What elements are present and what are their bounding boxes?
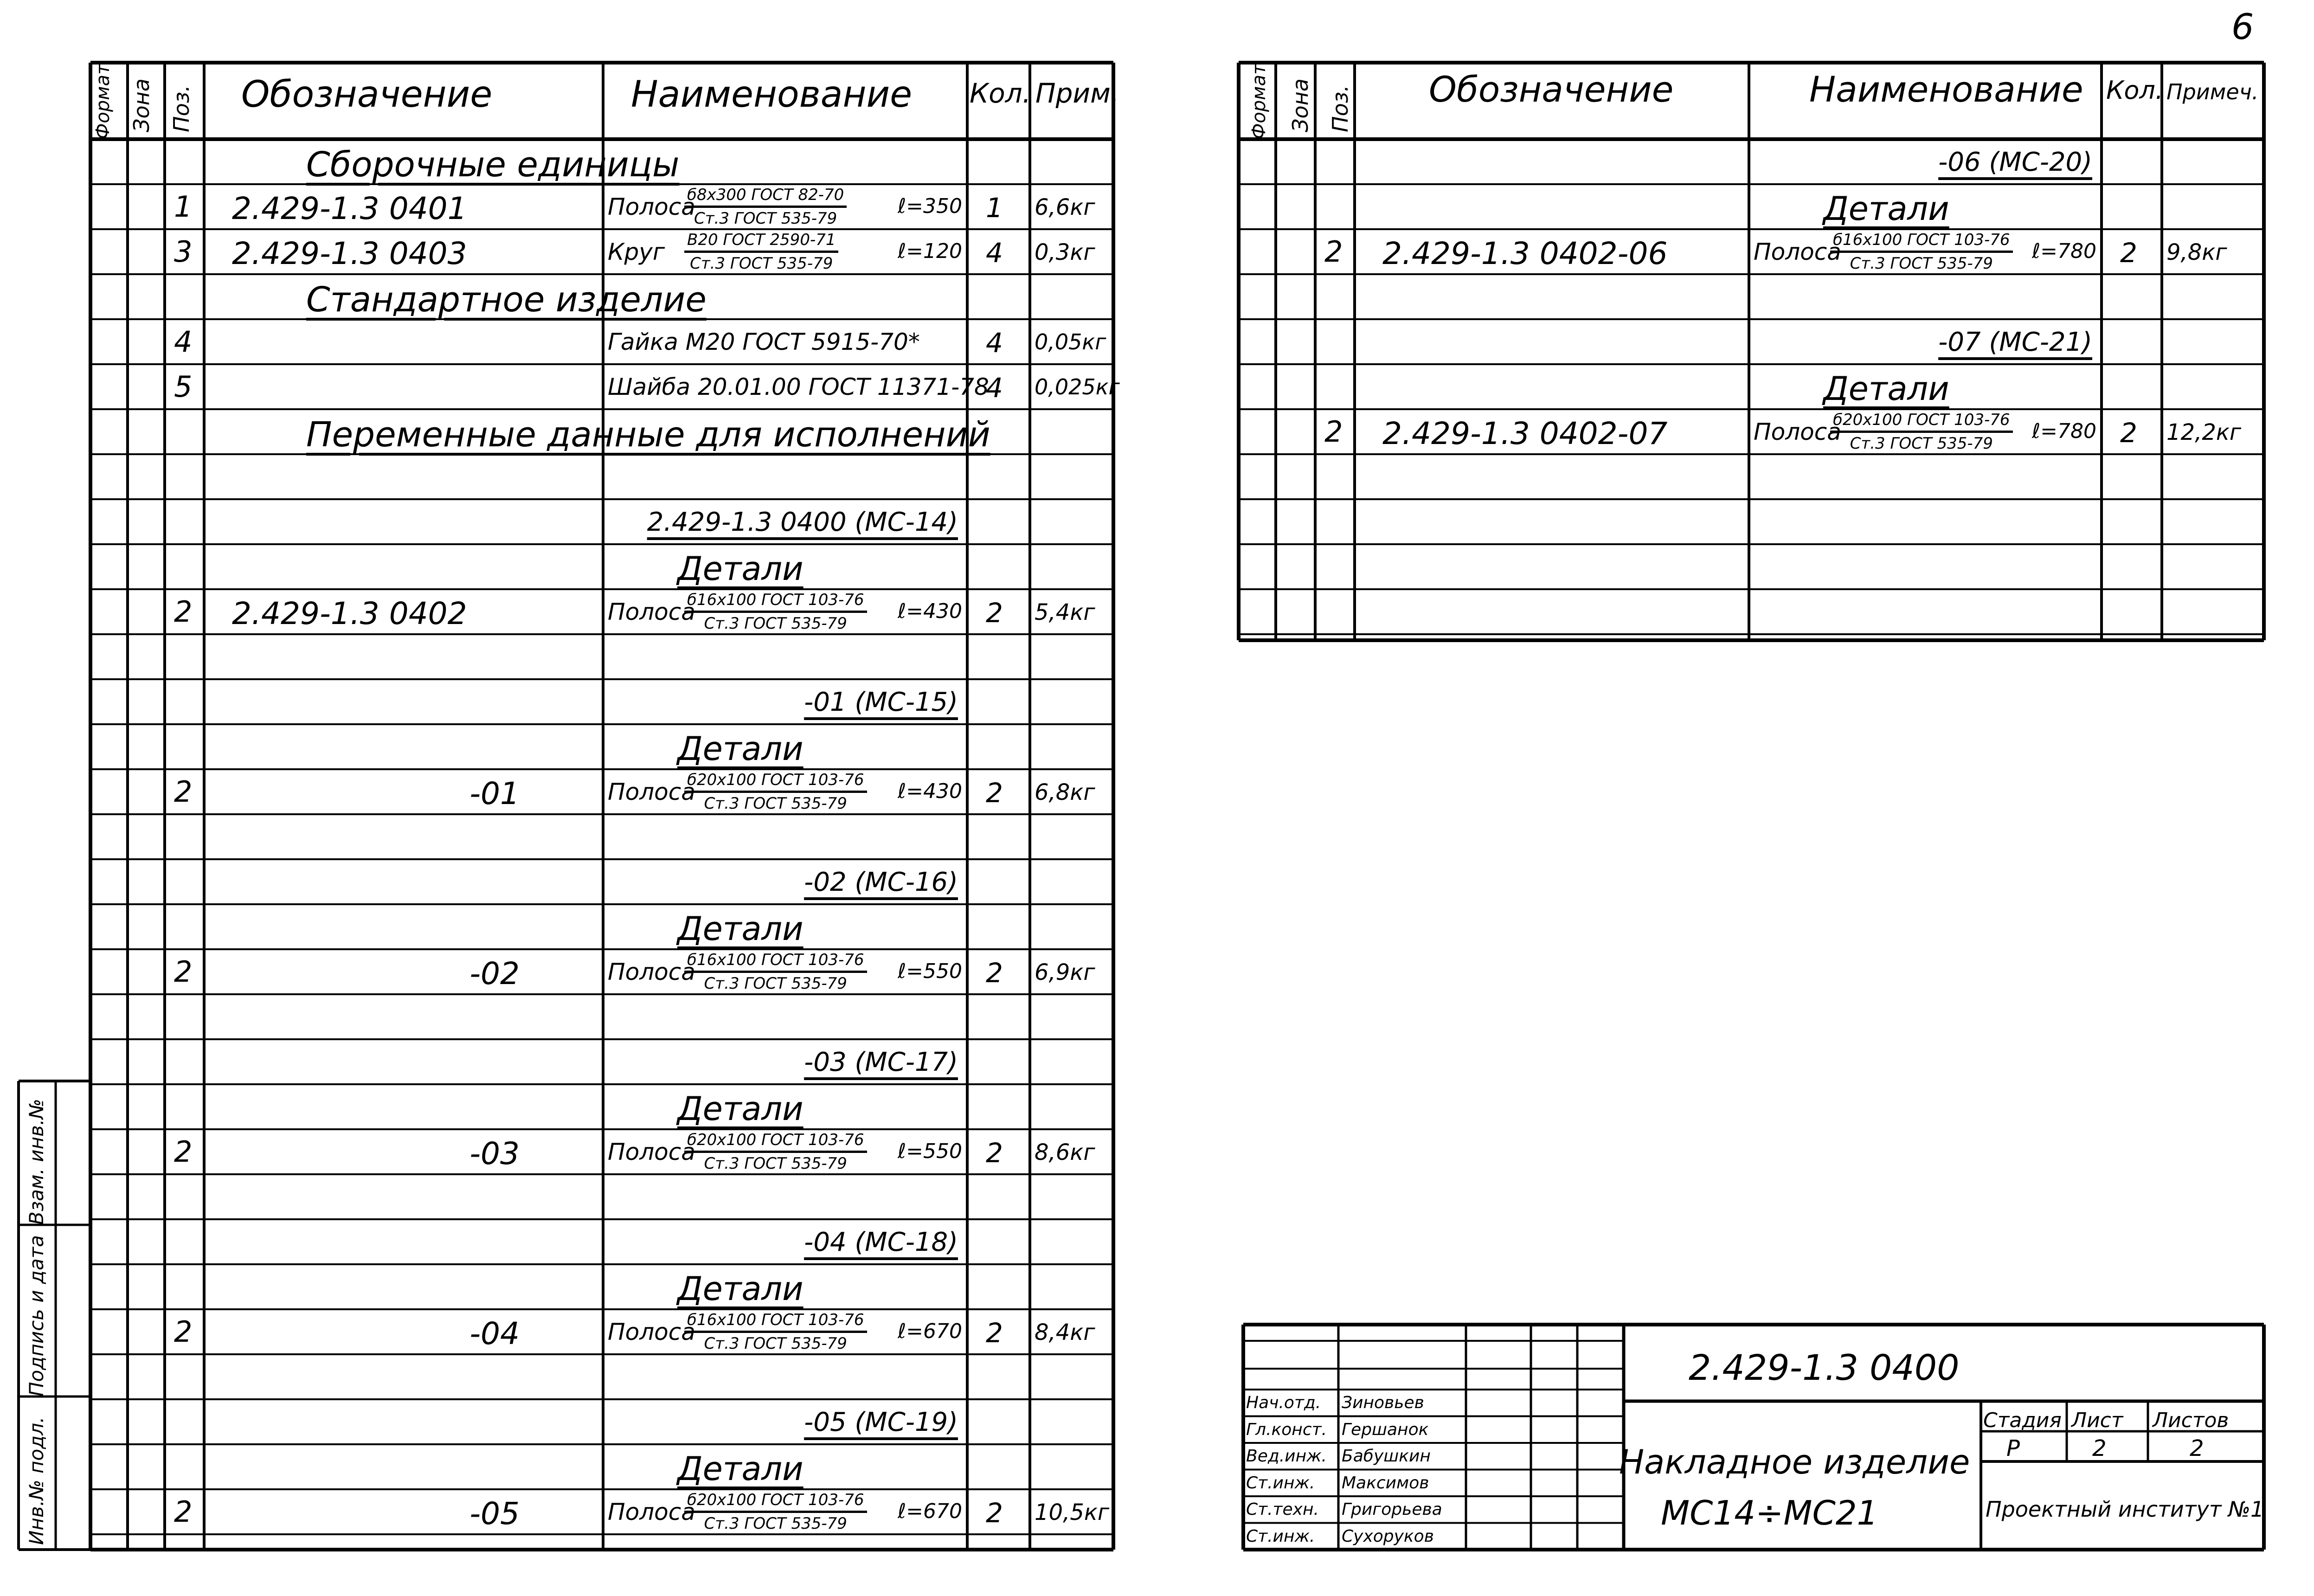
row-pos: 5 bbox=[174, 370, 193, 404]
row-pos: 4 bbox=[174, 325, 193, 359]
parts-heading: Детали bbox=[677, 1090, 803, 1128]
profile-denominator: Ст.3 ГОСТ 535-79 bbox=[704, 1334, 847, 1353]
section-heading: Сборочные единицы bbox=[306, 145, 680, 185]
parts-heading: Детали bbox=[677, 1450, 803, 1488]
row-name-prefix: Полоса bbox=[608, 193, 695, 220]
profile-numerator: б8х300 ГОСТ 82-70 bbox=[684, 187, 847, 208]
row-profile-fraction bbox=[1830, 232, 2013, 271]
title-line-1: Накладное изделие bbox=[1619, 1442, 1970, 1481]
signer-role: Ст.инж. bbox=[1246, 1473, 1315, 1493]
row-qty: 2 bbox=[2120, 237, 2137, 269]
row-pos: 1 bbox=[174, 190, 193, 224]
signer-name: Бабушкин bbox=[1342, 1447, 1431, 1466]
row-length: ℓ=670 bbox=[898, 1319, 963, 1343]
row-length: ℓ=430 bbox=[898, 779, 963, 803]
row-pos: 2 bbox=[174, 775, 193, 809]
row-name-prefix: Полоса bbox=[1754, 238, 1841, 265]
variant-heading: -07 (МС-21) bbox=[1938, 327, 2092, 357]
sheets-label: Листов bbox=[2153, 1409, 2229, 1432]
variant-heading: -01 (МС-15) bbox=[804, 687, 958, 717]
side-label-replace-inv: Взам. инв.№ bbox=[25, 1099, 48, 1225]
right-header-name: Наименование bbox=[1809, 69, 2083, 110]
parts-heading: Детали bbox=[677, 550, 803, 588]
title-line-2: МС14÷МС21 bbox=[1661, 1493, 1878, 1532]
row-qty: 2 bbox=[986, 1497, 1003, 1529]
section-heading: Стандартное изделие bbox=[306, 280, 707, 320]
side-label-signature-date: Подпись и дата bbox=[25, 1235, 48, 1396]
row-note: 0,3кг bbox=[1035, 239, 1095, 265]
parts-heading: Детали bbox=[677, 1270, 803, 1308]
stage-value: Р bbox=[2006, 1435, 2020, 1461]
row-pos: 3 bbox=[174, 235, 193, 269]
profile-denominator: Ст.3 ГОСТ 535-79 bbox=[704, 614, 847, 633]
title-doc-code: 2.429-1.3 0400 bbox=[1689, 1347, 1960, 1388]
parts-heading: Детали bbox=[1823, 370, 1949, 408]
signer-role: Нач.отд. bbox=[1246, 1393, 1321, 1412]
row-note: 8,4кг bbox=[1035, 1319, 1095, 1345]
left-header-format: Формат bbox=[92, 64, 114, 139]
row-name: Шайба 20.01.00 ГОСТ 11371-78 bbox=[608, 373, 989, 400]
profile-numerator: б20х100 ГОСТ 103-76 bbox=[684, 772, 867, 793]
left-header-qty: Кол. bbox=[970, 77, 1031, 109]
row-name-prefix: Круг bbox=[608, 238, 665, 265]
signer-role: Вед.инж. bbox=[1246, 1447, 1327, 1466]
row-designation: -04 bbox=[469, 1316, 520, 1351]
right-header-pos: Поз. bbox=[1328, 85, 1353, 132]
signer-name: Гершанок bbox=[1342, 1420, 1429, 1439]
left-header-pos: Поз. bbox=[169, 85, 194, 132]
row-pos: 2 bbox=[174, 1315, 193, 1349]
variant-heading: -02 (МС-16) bbox=[804, 867, 958, 897]
row-designation: 2.429-1.3 0402-07 bbox=[1382, 416, 1668, 451]
organization: Проектный институт №1 bbox=[1986, 1497, 2264, 1522]
row-length: ℓ=780 bbox=[2032, 419, 2097, 443]
row-note: 5,4кг bbox=[1035, 599, 1095, 625]
row-qty: 4 bbox=[986, 327, 1003, 359]
page-number: 6 bbox=[2231, 6, 2254, 47]
row-qty: 2 bbox=[2120, 417, 2137, 449]
row-qty: 2 bbox=[986, 597, 1003, 629]
parts-heading: Детали bbox=[677, 910, 803, 948]
profile-denominator: Ст.3 ГОСТ 535-79 bbox=[704, 794, 847, 813]
row-designation: 2.429-1.3 0401 bbox=[232, 191, 467, 226]
parts-heading: Детали bbox=[1823, 190, 1949, 228]
signer-role: Ст.техн. bbox=[1246, 1500, 1319, 1519]
row-designation: 2.429-1.3 0403 bbox=[232, 236, 467, 271]
row-note: 0,025кг bbox=[1035, 374, 1120, 399]
row-length: ℓ=550 bbox=[898, 959, 963, 983]
row-qty: 4 bbox=[986, 237, 1003, 269]
row-name-prefix: Полоса bbox=[608, 959, 695, 985]
row-profile-fraction bbox=[1830, 412, 2013, 451]
profile-numerator: б16х100 ГОСТ 103-76 bbox=[684, 1312, 867, 1333]
profile-denominator: Ст.3 ГОСТ 535-79 bbox=[694, 209, 837, 228]
row-profile-fraction bbox=[684, 952, 867, 991]
row-profile-fraction bbox=[684, 592, 867, 631]
section-heading: Переменные данные для исполнений bbox=[306, 415, 990, 455]
profile-denominator: Ст.3 ГОСТ 535-79 bbox=[690, 254, 833, 273]
row-length: ℓ=780 bbox=[2032, 239, 2097, 263]
row-pos: 2 bbox=[174, 1495, 193, 1529]
variant-heading: -06 (МС-20) bbox=[1938, 147, 2092, 177]
row-qty: 2 bbox=[986, 777, 1003, 809]
row-designation: -02 bbox=[469, 956, 520, 991]
sheets-value: 2 bbox=[2190, 1435, 2204, 1461]
left-header-note: Прим. bbox=[1035, 77, 1119, 109]
row-name-prefix: Полоса bbox=[1754, 418, 1841, 445]
row-profile-fraction bbox=[684, 772, 867, 811]
row-note: 6,8кг bbox=[1035, 779, 1095, 805]
row-pos: 2 bbox=[174, 595, 193, 629]
row-profile-fraction bbox=[684, 1312, 867, 1351]
row-designation: 2.429-1.3 0402 bbox=[232, 596, 467, 631]
row-designation: -01 bbox=[469, 776, 520, 811]
row-profile-fraction bbox=[684, 1492, 867, 1532]
row-profile-fraction bbox=[684, 187, 847, 226]
signer-role: Ст.инж. bbox=[1246, 1526, 1315, 1546]
row-note: 10,5кг bbox=[1035, 1499, 1110, 1525]
right-header-designation: Обозначение bbox=[1429, 69, 1674, 110]
variant-heading: -04 (МС-18) bbox=[804, 1227, 958, 1257]
left-header-zone: Зона bbox=[129, 78, 154, 132]
left-header-name: Наименование bbox=[631, 74, 913, 116]
right-header-format: Формат bbox=[1248, 64, 1270, 139]
row-length: ℓ=430 bbox=[898, 599, 963, 623]
profile-denominator: Ст.3 ГОСТ 535-79 bbox=[1850, 434, 1993, 453]
row-pos: 2 bbox=[1324, 235, 1343, 269]
row-note: 12,2кг bbox=[2166, 419, 2242, 445]
profile-denominator: Ст.3 ГОСТ 535-79 bbox=[704, 1154, 847, 1173]
profile-numerator: б20х100 ГОСТ 103-76 bbox=[1830, 412, 2013, 433]
row-qty: 2 bbox=[986, 1317, 1003, 1349]
row-name-prefix: Полоса bbox=[608, 1499, 695, 1525]
profile-denominator: Ст.3 ГОСТ 535-79 bbox=[1850, 254, 1993, 273]
row-length: ℓ=350 bbox=[898, 194, 963, 218]
left-header-designation: Обозначение bbox=[241, 74, 493, 116]
row-note: 9,8кг bbox=[2166, 239, 2227, 265]
profile-numerator: В20 ГОСТ 2590-71 bbox=[684, 232, 838, 253]
row-qty: 2 bbox=[986, 957, 1003, 989]
row-length: ℓ=550 bbox=[898, 1139, 963, 1163]
row-name-prefix: Полоса bbox=[608, 598, 695, 625]
row-pos: 2 bbox=[1324, 415, 1343, 449]
row-qty: 2 bbox=[986, 1137, 1003, 1169]
signer-name: Зиновьев bbox=[1342, 1393, 1424, 1412]
row-name: Гайка М20 ГОСТ 5915-70* bbox=[608, 328, 920, 355]
parts-heading: Детали bbox=[677, 730, 803, 768]
row-note: 0,05кг bbox=[1035, 329, 1106, 354]
row-name-prefix: Полоса bbox=[608, 1319, 695, 1345]
row-designation: -03 bbox=[469, 1136, 520, 1171]
row-qty: 1 bbox=[986, 192, 1003, 224]
row-name-prefix: Полоса bbox=[608, 779, 695, 805]
profile-numerator: б16х100 ГОСТ 103-76 bbox=[1830, 232, 2013, 253]
variant-heading: 2.429-1.3 0400 (МС-14) bbox=[647, 507, 958, 537]
stage-label: Стадия bbox=[1983, 1409, 2062, 1432]
row-profile-fraction bbox=[684, 1132, 867, 1171]
row-designation: 2.429-1.3 0402-06 bbox=[1382, 236, 1668, 271]
profile-numerator: б16х100 ГОСТ 103-76 bbox=[684, 592, 867, 613]
profile-denominator: Ст.3 ГОСТ 535-79 bbox=[704, 1514, 847, 1533]
right-header-note: Примеч. bbox=[2166, 79, 2259, 104]
row-qty: 4 bbox=[986, 372, 1003, 404]
variant-heading: -03 (МС-17) bbox=[804, 1047, 958, 1077]
sheet-value: 2 bbox=[2092, 1435, 2107, 1461]
sheet-label: Лист bbox=[2071, 1409, 2123, 1432]
signer-name: Григорьева bbox=[1342, 1500, 1442, 1519]
row-pos: 2 bbox=[174, 1135, 193, 1169]
right-header-qty: Кол. bbox=[2106, 76, 2164, 105]
row-name-prefix: Полоса bbox=[608, 1139, 695, 1165]
row-length: ℓ=670 bbox=[898, 1499, 963, 1523]
row-designation: -05 bbox=[469, 1496, 520, 1532]
variant-heading: -05 (МС-19) bbox=[804, 1407, 958, 1437]
row-profile-fraction bbox=[684, 232, 838, 271]
right-header-zone: Зона bbox=[1288, 78, 1313, 132]
profile-numerator: б16х100 ГОСТ 103-76 bbox=[684, 952, 867, 973]
profile-numerator: б20х100 ГОСТ 103-76 bbox=[684, 1492, 867, 1513]
row-length: ℓ=120 bbox=[898, 239, 963, 263]
row-pos: 2 bbox=[174, 955, 193, 989]
row-note: 6,9кг bbox=[1035, 959, 1095, 985]
side-label-inv-orig: Инв.№ подл. bbox=[25, 1416, 48, 1545]
signer-name: Максимов bbox=[1342, 1473, 1429, 1493]
profile-numerator: б20х100 ГОСТ 103-76 bbox=[684, 1132, 867, 1153]
signer-name: Сухоруков bbox=[1342, 1526, 1434, 1546]
row-note: 8,6кг bbox=[1035, 1139, 1095, 1165]
profile-denominator: Ст.3 ГОСТ 535-79 bbox=[704, 974, 847, 993]
row-note: 6,6кг bbox=[1035, 194, 1095, 220]
signer-role: Гл.конст. bbox=[1246, 1420, 1327, 1439]
